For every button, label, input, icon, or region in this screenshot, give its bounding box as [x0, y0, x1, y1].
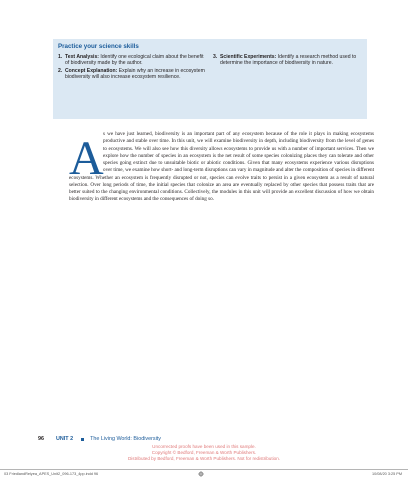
watermark-line: Copyright © Bedford, Freeman & Worth Publishers.: [151, 450, 257, 455]
skill-description: Identify a research method used to determine the importance of biodiversity in nature.: [220, 54, 357, 67]
skill-name: Text Analysis:: [65, 54, 99, 60]
watermark-line: Uncorrected proofs have been used in this sample.: [152, 444, 256, 449]
body-paragraph: [69, 131, 374, 204]
body-text: s we have just learned, biodiversity is an important part of any ecosystem because of the role it plays in making ecosystems productive and stable over time. In this unit, we will examine biodiversity in depth, including biodiversity from the level of genes to ecosystems. We will also see how this diversity allows ecosystems to provide us with a number of important services. Then we explore how the number of species in an ecosystem is the net result of some species colonizing places they can tolerate and other species going extinct due to unsuitable biotic or abiotic conditions. Given that many ecosystems experience various disruptions over time, we examine how short- and long-term disruptions can vary in magnitude and alter the composition of species in different ecosystems. Whether an ecosystem is frequently disrupted or not, species can evolve traits to persist in a given ecosystem as a result of natural selection. Over long periods of time, the initial species that colonize an area are eventually replaced by other species that possess traits that are better suited to the changing environmental conditions. Collectively, the modules in this unit will provide an excellent discussion of how we obtain biodiversity in different ecosystems and the consequences of doing so.: [69, 131, 375, 203]
square-bullet-icon: [81, 438, 84, 441]
page-number: 96: [38, 436, 44, 442]
skills-column-left: [58, 54, 208, 82]
skill-description: Explain why an increase in ecosystem biodiversity will also increase ecosystem resilience.: [65, 68, 205, 81]
skill-number: 1.: [58, 54, 63, 60]
skill-item: [213, 54, 363, 67]
skills-column-right: [213, 54, 363, 68]
unit-title: The Living World: Biodiversity: [90, 436, 161, 442]
skill-number: 2.: [58, 68, 63, 74]
print-slug: [0, 469, 408, 480]
skill-number: 3.: [213, 54, 218, 60]
watermark-line: Distributed by Bedford, Freeman & Worth Publishers. Not for redistribution.: [127, 456, 281, 461]
drop-cap: A: [69, 132, 104, 185]
registration-mark-icon: [198, 471, 204, 477]
page-footer: [38, 436, 161, 442]
skill-name: Concept Explanation:: [65, 68, 118, 74]
skills-title: Practice your science skills: [58, 43, 139, 50]
skill-item: [58, 54, 208, 67]
skill-description: Identify one ecological claim about the benefit of biodiversity made by the author.: [65, 54, 204, 67]
skill-name: Scientific Experiments:: [220, 54, 277, 60]
slug-timestamp: 10/08/20 3:25 PM: [372, 472, 402, 476]
unit-label: UNIT 2: [56, 436, 74, 442]
slug-filename: 03 FriedlandRelyea_APES_Unit2_096-173_4pp.indd 96: [4, 472, 99, 476]
skill-item: [58, 68, 208, 81]
